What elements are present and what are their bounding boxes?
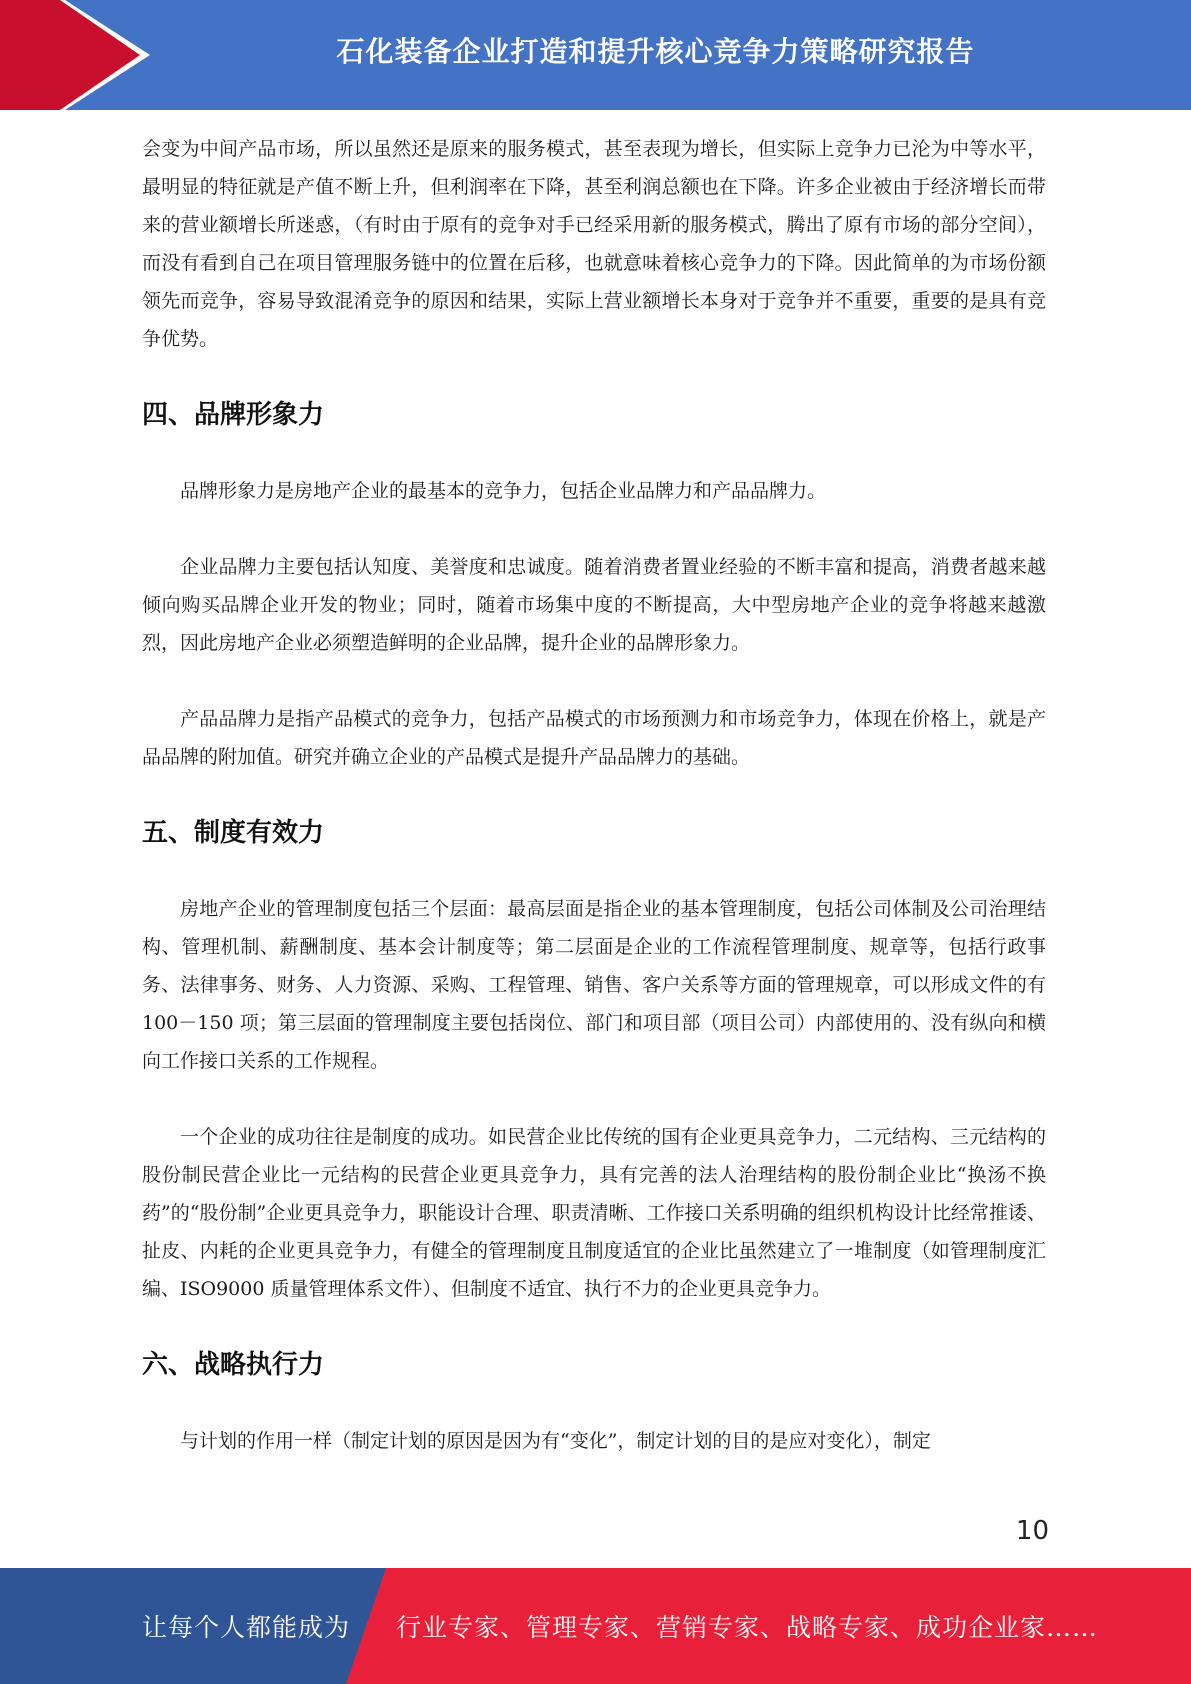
spacer — [142, 1308, 1046, 1346]
section-heading-brand: 四、品牌形象力 — [142, 400, 325, 430]
spacer — [142, 1080, 1046, 1118]
section-heading-system: 五、制度有效力 — [142, 818, 325, 848]
paragraph: 与计划的作用一样（制定计划的原因是因为有“变化”，制定计划的目的是应对变化），制定 — [180, 1430, 931, 1452]
paragraph: 房地产企业的管理制度包括三个层面：最高层面是指企业的基本管理制度，包括公司体制及公司治理结构、管理机制、薪酬制度、基本会计制度等；第二层面是企业的工作流程管理制度、规章等，包括行政事务、法律事务、财务、人力资源、采购、工程管理、销售、客户关系等方面的管理规章，可以形成文件的有 100－150 项；第三层面的管理制度主要包括岗位、部门和项目部（项目公司）内部使用的、没有纵向和横向工作接口关系的工作规程。 — [142, 898, 1046, 1072]
intro-paragraph: 会变为中间产品市场，所以虽然还是原来的服务模式，甚至表现为增长，但实际上竞争力已沦为中等水平，最明显的特征就是产值不断上升，但利润率在下降，甚至利润总额也在下降。许多企业被由于经济增长而带来的营业额增长所迷惑，（有时由于原有的竞争对手已经采用新的服务模式，腾出了原有市场的部分空间），而没有看到自己在项目管理服务链中的位置在后移，也就意味着核心竞争力的下降。因此简单的为市场份额领先而竞争，容易导致混淆竞争的原因和结果，实际上营业额增长本身对于竞争并不重要，重要的是具有竞争优势。 — [142, 138, 1046, 350]
document-body — [142, 130, 1046, 1460]
page-footer — [0, 1568, 1191, 1684]
report-title: 石化装备企业打造和提升核心竞争力策略研究报告 — [336, 35, 975, 68]
paragraph: 一个企业的成功往往是制度的成功。如民营企业比传统的国有企业更具竞争力，二元结构、三元结构的股份制民营企业比一元结构的民营企业更具竞争力，具有完善的法人治理结构的股份制企业比“换汤不换药”的“股份制”企业更具竞争力，职能设计合理、职责清晰、工作接口关系明确的组织机构设计比经常推诿、扯皮、内耗的企业更具竞争力，有健全的管理制度且制度适宜的企业比虽然建立了一堆制度（如管理制度汇编、ISO9000 质量管理体系文件）、但制度不适宜、执行不力的企业更具竞争力。 — [142, 1126, 1046, 1300]
footer-slogan-right: 行业专家、管理专家、营销专家、战略专家、成功企业家…… — [396, 1613, 1099, 1642]
spacer — [142, 434, 1046, 472]
spacer — [142, 662, 1046, 700]
spacer — [142, 852, 1046, 890]
spacer — [142, 358, 1046, 396]
paragraph: 品牌形象力是房地产企业的最基本的竞争力，包括企业品牌力和产品品牌力。 — [180, 480, 827, 502]
spacer — [142, 510, 1046, 548]
page-number: 10 — [1015, 1516, 1049, 1546]
paragraph: 企业品牌力主要包括认知度、美誉度和忠诚度。随着消费者置业经验的不断丰富和提高，消费者越来越倾向购买品牌企业开发的物业；同时，随着市场集中度的不断提高，大中型房地产企业的竞争将越来越激烈，因此房地产企业必须塑造鲜明的企业品牌，提升企业的品牌形象力。 — [142, 556, 1046, 654]
page-header — [0, 0, 1191, 110]
spacer — [142, 776, 1046, 814]
footer-slogan-left: 让每个人都能成为 — [142, 1613, 351, 1642]
section-heading-strategy: 六、战略执行力 — [142, 1350, 325, 1380]
header-chevron-icon — [0, 0, 160, 110]
spacer — [142, 1384, 1046, 1422]
paragraph: 产品品牌力是指产品模式的竞争力，包括产品模式的市场预测力和市场竞争力，体现在价格上，就是产品品牌的附加值。研究并确立企业的产品模式是提升产品品牌力的基础。 — [142, 708, 1046, 768]
